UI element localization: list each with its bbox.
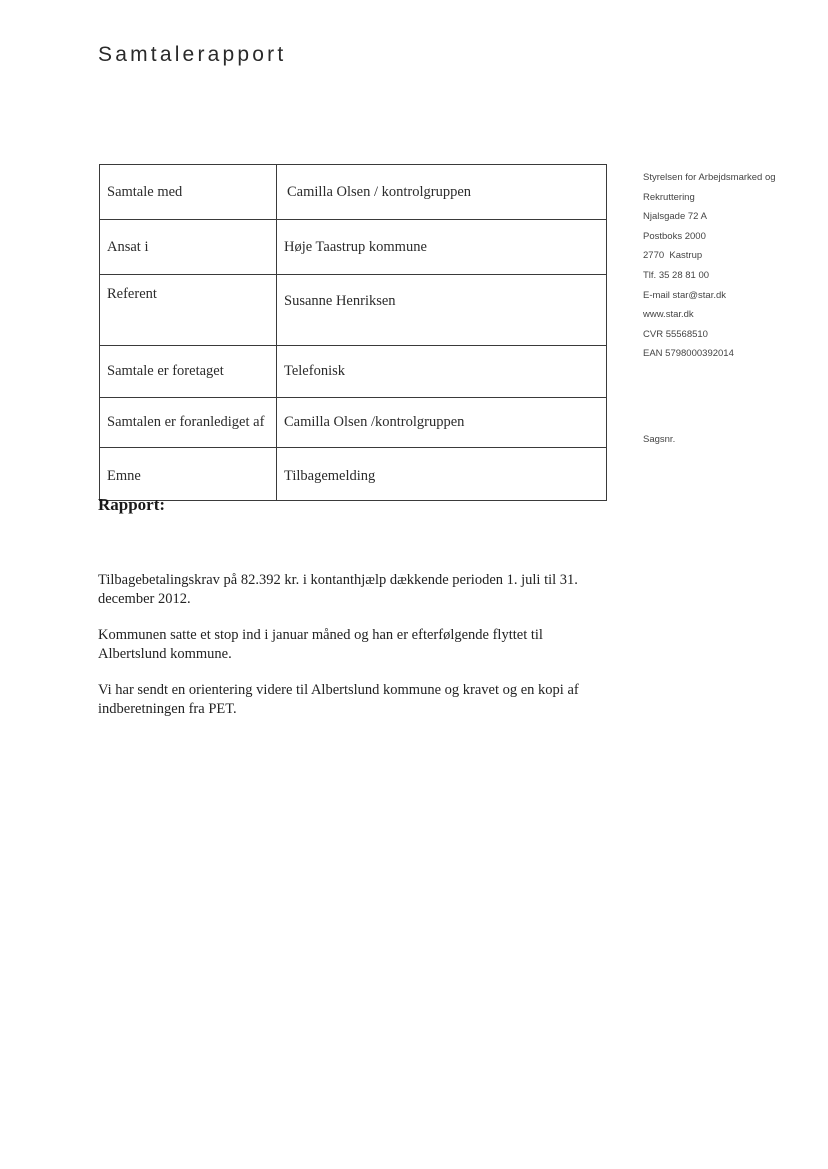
table-row [100, 398, 607, 448]
document-title: Samtalerapport [98, 43, 287, 66]
org-name-line-2: Rekruttering [643, 191, 695, 203]
ean-number: EAN 5798000392014 [643, 348, 734, 360]
table-row [100, 220, 607, 275]
report-heading: Rapport: [98, 495, 166, 514]
conversation-info-table [99, 164, 607, 501]
table-row [100, 346, 607, 398]
row-label-samtale-foretaget: Samtale er foretaget [100, 346, 277, 398]
street-address: Njalsgade 72 A [643, 211, 707, 223]
row-label-emne: Emne [100, 448, 277, 501]
case-number-label: Sagsnr. [643, 434, 676, 445]
row-label-samtale-med: Samtale med [100, 165, 277, 220]
report-paragraph: Vi har sendt en orientering videre til Albertslund kommune og kravet og en kopi af indberetningen fra PET. [98, 682, 579, 717]
po-box: Postboks 2000 [643, 230, 706, 242]
report-paragraph: Tilbagebetalingskrav på 82.392 kr. i kontanthjælp dækkende perioden 1. juli til 31. december 2012. [98, 572, 578, 607]
postal-code-city: 2770 Kastrup [643, 250, 703, 262]
org-name-line-1: Styrelsen for Arbejdsmarked og [643, 172, 776, 183]
row-value-samtale-foretaget: Telefonisk [277, 346, 607, 398]
report-paragraph: Kommunen satte et stop ind i januar måned og han er efterfølgende flyttet til Albertslund kommune. [98, 627, 543, 662]
report-body [98, 571, 613, 736]
sender-address-block [643, 168, 776, 364]
row-value-samtale-med: Camilla Olsen / kontrolgruppen [277, 165, 607, 220]
row-value-ansat-i: Høje Taastrup kommune [277, 220, 607, 275]
table-row [100, 165, 607, 220]
table-row [100, 448, 607, 501]
row-value-referent: Susanne Henriksen [277, 275, 607, 346]
row-value-emne: Tilbagemelding [277, 448, 607, 501]
table-row [100, 275, 607, 346]
website: www.star.dk [643, 309, 694, 321]
row-label-referent: Referent [100, 275, 277, 346]
email-address: E-mail star@star.dk [643, 289, 727, 301]
row-label-foranlediget-af: Samtalen er foranlediget af [100, 398, 277, 448]
row-label-ansat-i: Ansat i [100, 220, 277, 275]
phone-number: Tlf. 35 28 81 00 [643, 269, 710, 281]
row-value-foranlediget-af: Camilla Olsen /kontrolgruppen [277, 398, 607, 448]
cvr-number: CVR 55568510 [643, 328, 708, 340]
